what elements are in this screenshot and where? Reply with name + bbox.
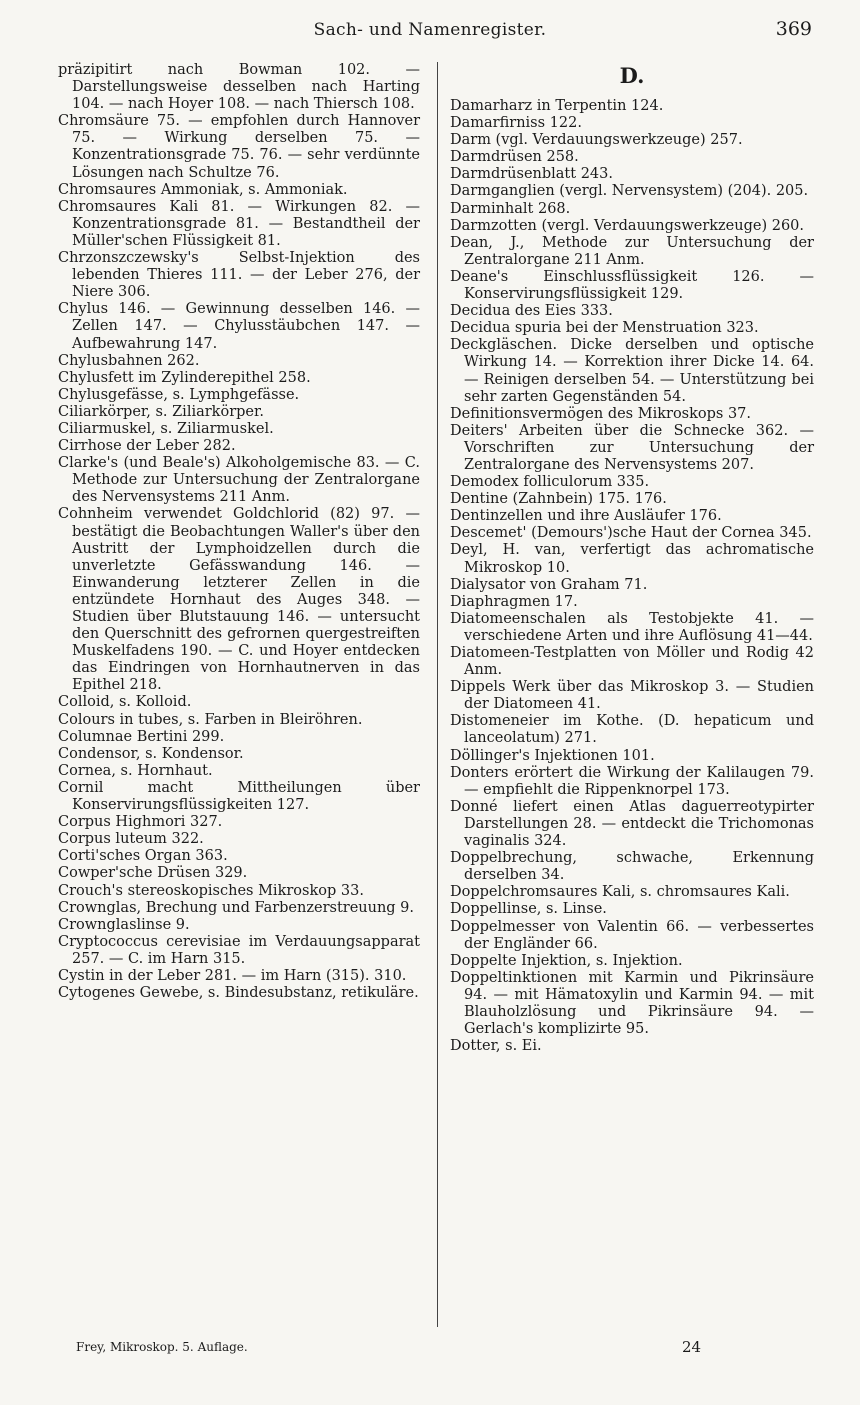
- index-entry: Darminhalt 268.: [450, 200, 571, 217]
- index-entry: Chromsäure 75. — empfohlen durch Hannover 75. — Wirkung derselben 75. — Konzentrationsgrade 75. 76. — sehr verdünnte Lösungen nach Schultze 76.: [58, 113, 420, 181]
- index-entry: Doppelchromsaures Kali, s. chromsaures Kali.: [450, 884, 790, 901]
- index-entry: Deiters' Arbeiten über die Schnecke 362. — Vorschriften zur Untersuchung der Zentralorgane des Nervensystems 207.: [450, 422, 814, 473]
- index-entry: Diaphragmen 17.: [450, 593, 578, 610]
- index-entry: Damarharz in Terpentin 124.: [450, 98, 664, 114]
- column-divider: [437, 62, 438, 1327]
- index-entry: Doppellinse, s. Linse.: [450, 901, 607, 918]
- index-entry: Ciliarmuskel, s. Ziliarmuskel.: [58, 420, 274, 437]
- index-entry: Diatomeen-Testplatten von Möller und Rodig 42 Anm.: [450, 645, 814, 679]
- index-entry: Dippels Werk über das Mikroskop 3. — Studien der Diatomeen 41.: [450, 679, 814, 713]
- index-entry: Decidua des Eies 333.: [450, 303, 613, 320]
- index-entry: Clarke's (und Beale's) Alkoholgemische 83. — C. Methode zur Untersuchung der Zentralorgane des Nervensystems 211 Anm.: [58, 455, 420, 506]
- footer-book-signature: Frey, Mikroskop. 5. Auflage.: [76, 1340, 248, 1354]
- index-entry: Cystin in der Leber 281. — im Harn (315). 310.: [58, 967, 407, 984]
- index-entry: Doppeltinktionen mit Karmin und Pikrinsäure 94. — mit Hämatoxylin und Karmin 94. — mit Blauholzlösung und Pikrinsäure 94. — Gerlach's komplizirte 95.: [450, 969, 814, 1038]
- index-entry: Diatomeenschalen als Testobjekte 41. — verschiedene Arten und ihre Auflösung 41—44.: [450, 610, 814, 644]
- index-entry: Donné liefert einen Atlas daguerreotypirter Darstellungen 28. — entdeckt die Trichomonas vaginalis 324.: [450, 798, 814, 850]
- index-entry: Corpus luteum 322.: [58, 831, 204, 848]
- index-entry: Crouch's stereoskopisches Mikroskop 33.: [58, 882, 364, 899]
- index-entry: Dentine (Zahnbein) 175. 176.: [450, 491, 667, 508]
- index-entry: Dean, J., Methode zur Untersuchung der Zentralorgane 211 Anm.: [450, 234, 814, 268]
- index-entry: Doppelte Injektion, s. Injektion.: [450, 952, 683, 969]
- index-entry: Damarfirniss 122.: [450, 115, 582, 132]
- index-entry: Corpus Highmori 327.: [58, 814, 223, 831]
- index-entry: Cowper'sche Drüsen 329.: [58, 865, 248, 882]
- index-entry: Doppelmesser von Valentin 66. — verbessertes der Engländer 66.: [450, 918, 814, 952]
- index-column-left: [58, 62, 420, 1002]
- index-entry: Corti'sches Organ 363.: [58, 848, 228, 865]
- index-entry: Cytogenes Gewebe, s. Bindesubstanz, retikuläre.: [58, 985, 419, 1002]
- index-entry: Doppelbrechung, schwache, Erkennung derselben 34.: [450, 850, 814, 884]
- index-entry: Deckgläschen. Dicke derselben und optische Wirkung 14. — Korrektion ihrer Dicke 14. 64. — Reinigen derselben 54. — Unterstützung bei sehr zarten Gegenständen 54.: [450, 337, 814, 405]
- index-entry: Deane's Einschlussflüssigkeit 126. — Konservirungsflüssigkeit 129.: [450, 268, 814, 303]
- index-entry: Darmganglien (vergl. Nervensystem) (204). 205.: [450, 183, 809, 200]
- index-column-right: [450, 62, 814, 1055]
- index-entry: Chylusfett im Zylinderepithel 258.: [58, 369, 311, 386]
- index-entry: Chylusbahnen 262.: [58, 352, 200, 369]
- index-entry: Darm (vgl. Verdauungswerkzeuge) 257.: [450, 132, 743, 149]
- index-entry: Chylus 146. — Gewinnung desselben 146. — Zellen 147. — Chylusstäubchen 147. — Aufbewahrung 147.: [58, 301, 420, 352]
- index-entry: Demodex folliculorum 335.: [450, 474, 650, 491]
- index-entry: Distomeneier im Kothe. (D. hepaticum und lanceolatum) 271.: [450, 713, 814, 747]
- index-entry: Columnae Bertini 299.: [58, 728, 225, 745]
- index-entry: Dialysator von Graham 71.: [450, 576, 648, 593]
- index-entry: Deyl, H. van, verfertigt das achromatische Mikroskop 10.: [450, 542, 814, 576]
- index-entry: Cirrhose der Leber 282.: [58, 438, 236, 455]
- section-letter: D.: [619, 63, 645, 88]
- index-entry: Dentinzellen und ihre Ausläufer 176.: [450, 508, 722, 525]
- index-entry: Döllinger's Injektionen 101.: [450, 747, 655, 764]
- index-entry: Colours in tubes, s. Farben in Bleiröhren.: [58, 711, 363, 728]
- index-entry: Cornea, s. Hornhaut.: [58, 762, 213, 779]
- index-entry: präzipitirt nach Bowman 102. — Darstellungsweise desselben nach Harting 104. — nach Hoyer 108. — nach Thiersch 108.: [58, 62, 420, 113]
- index-entry: Cornil macht Mittheilungen über Konservirungsflüssigkeiten 127.: [58, 779, 420, 814]
- running-header: Sach- und Namenregister.: [313, 20, 547, 40]
- index-entry: Darmdrüsen 258.: [450, 149, 579, 166]
- index-entry: Descemet' (Demours')sche Haut der Cornea 345.: [450, 525, 812, 542]
- index-entry: Chromsaures Ammoniak, s. Ammoniak.: [58, 181, 348, 198]
- footer-sheet-number: 24: [682, 1338, 702, 1356]
- index-entry: Crownglaslinse 9.: [58, 916, 190, 933]
- index-entry: Cohnheim verwendet Goldchlorid (82) 97. — bestätigt die Beobachtungen Waller's über den Austritt der Lymphoidzellen durch die unverletzte Gefässwandung 146. — Einwanderung letzterer Zellen in die entzündete Hornhaut des Auges 348. — Studien über Blutstauung 146. — untersucht den Querschnitt des gefrornen quergestreiften Muskelfadens 190. — C. und Hoyer entdecken das Eindringen von Hornhautnerven in das Epithel 218.: [58, 506, 420, 694]
- index-entry: Crownglas, Brechung und Farbenzerstreuung 9.: [58, 899, 415, 916]
- page-number: 369: [775, 18, 812, 40]
- index-entry: Chylusgefässe, s. Lymphgefässe.: [58, 386, 300, 403]
- index-entry: Donters erörtert die Wirkung der Kalilaugen 79. — empfiehlt die Rippenknorpel 173.: [450, 764, 814, 798]
- index-entry: Decidua spuria bei der Menstruation 323.: [450, 320, 759, 337]
- index-entry: Darmzotten (vergl. Verdauungswerkzeuge) 260.: [450, 217, 805, 234]
- index-entry: Condensor, s. Kondensor.: [58, 745, 244, 762]
- index-entry: Darmdrüsenblatt 243.: [450, 166, 613, 183]
- index-entry: Ciliarkörper, s. Ziliarkörper.: [58, 403, 264, 420]
- index-entry: Chrzonszczewsky's Selbst-Injektion des lebenden Thieres 111. — der Leber 276, der Niere 306.: [58, 250, 420, 301]
- index-entry: Definitionsvermögen des Mikroskops 37.: [450, 405, 752, 422]
- index-entry: Chromsaures Kali 81. — Wirkungen 82. — Konzentrationsgrade 81. — Bestandtheil der Müller'schen Flüssigkeit 81.: [58, 198, 420, 249]
- index-entry: Colloid, s. Kolloid.: [58, 694, 192, 711]
- index-entry: Cryptococcus cerevisiae im Verdauungsapparat 257. — C. im Harn 315.: [58, 933, 420, 967]
- index-entry: Dotter, s. Ei.: [450, 1038, 542, 1055]
